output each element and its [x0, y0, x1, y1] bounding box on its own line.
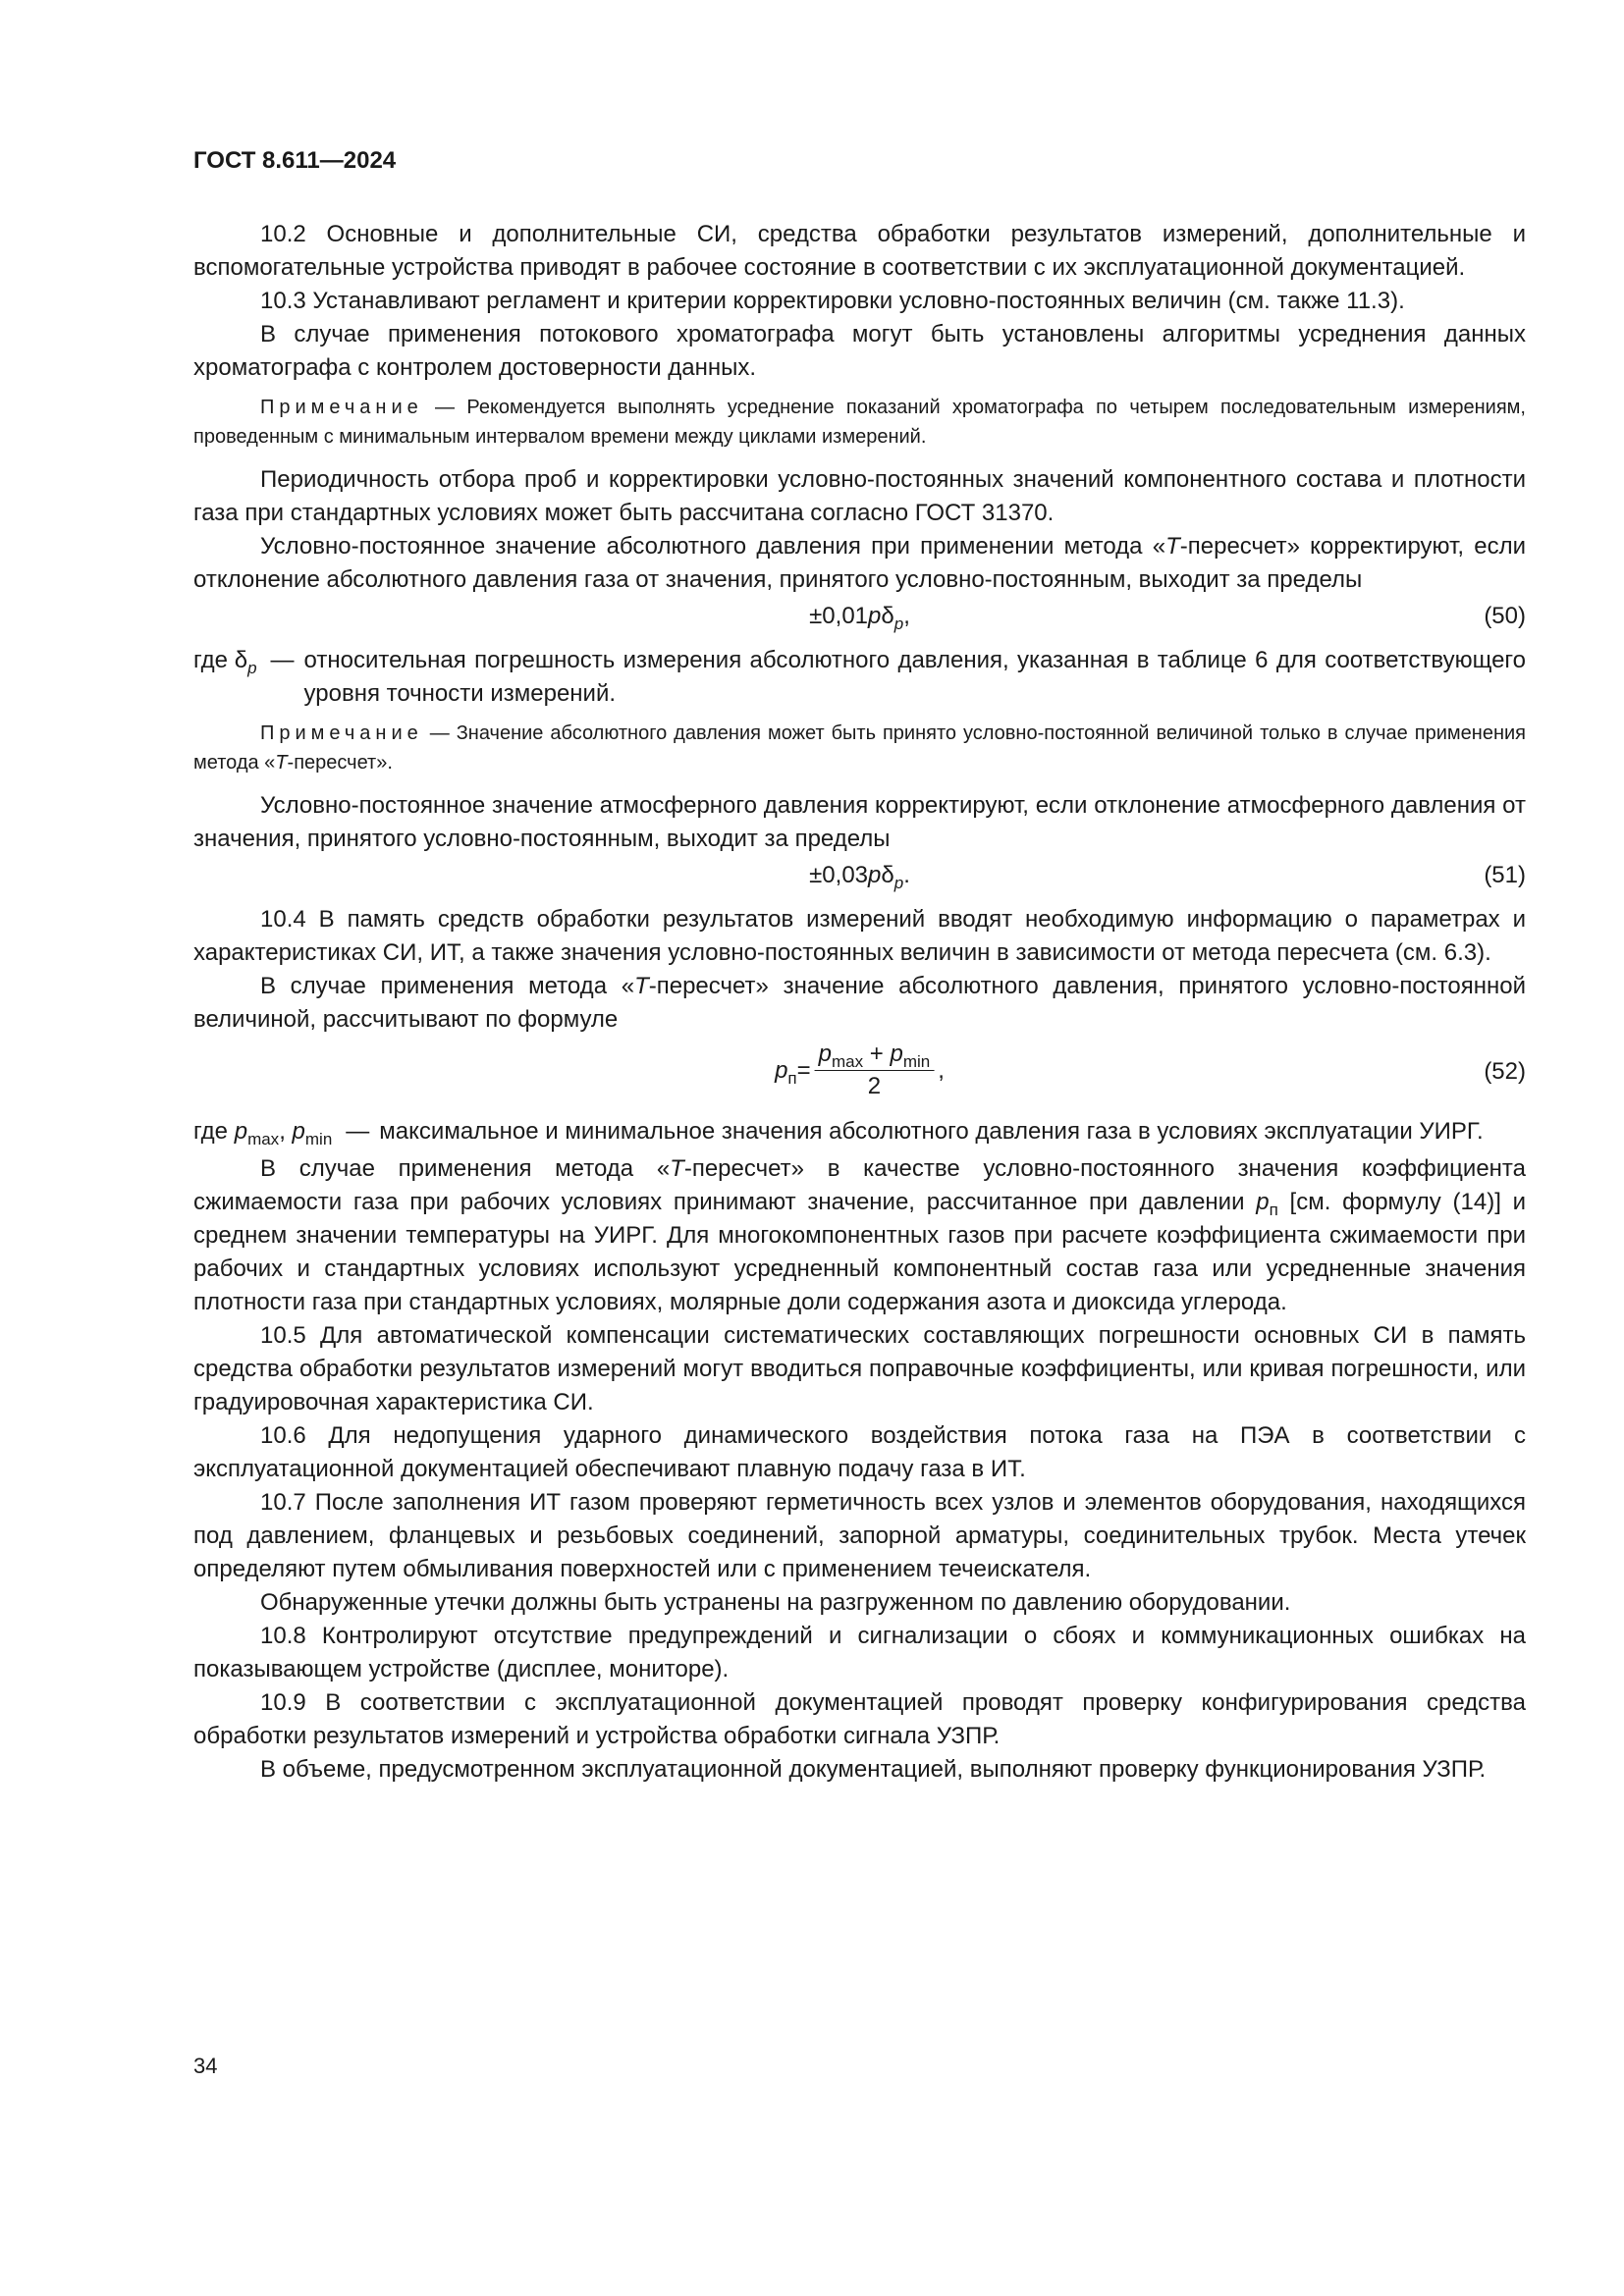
where-label: где $p_{max}$, $p_{min}$ [193, 1118, 333, 1148]
formula-52-number: (52) [1484, 1058, 1526, 1085]
paragraph-abs-pressure: Условно-постоянное значение абсолютного давления при применении метода «Т-пересчет» корректируют, если отклонение абсолютного давления газа от значения, принятого условно-постоянным, выходит за пределы [193, 533, 1526, 593]
formula-51-number: (51) [1484, 862, 1526, 888]
paragraph-leaks: Обнаруженные утечки должны быть устранены на разгруженном по давлению оборудовании. [260, 1589, 1291, 1616]
paragraph-10-8: 10.8 Контролируют отсутствие предупреждений и сигнализации о сбоях и коммуникационных ошибках на показывающем устройстве (дисплее, мониторе). [193, 1623, 1526, 1682]
formula-51 [193, 856, 1526, 903]
formula-50-expression: $\pm 0,01p\delta_p$, [809, 603, 910, 633]
paragraph-atm-pressure: Условно-постоянное значение атмосферного давления корректируют, если отклонение атмосферного давления от значения, принятого условно-постоянным, выходит за пределы [193, 792, 1526, 852]
paragraph-10-2: 10.2 Основные и дополнительные СИ, средства обработки результатов измерений, дополнительные и вспомогательные устройства приводят в рабочее состояние в соответствии с их эксплуатационной документацией. [193, 221, 1526, 281]
paragraph-10-6: 10.6 Для недопущения ударного динамического воздействия потока газа на ПЭА в соответствии с эксплуатационной документацией обеспечивают плавную подачу газа в ИТ. [193, 1422, 1526, 1482]
paragraph-10-5: 10.5 Для автоматической компенсации систематических составляющих погрешности основных СИ в память средства обработки результатов измерений могут вводиться поправочные коэффициенты, или кривая погрешности, или градуировочная характеристика СИ. [193, 1322, 1526, 1415]
where-delta-p-text: относительная погрешность измерения абсолютного давления, указанная в таблице 6 для соответствующего уровня точности измерений. [303, 647, 1526, 707]
page-number: 34 [193, 2054, 218, 2078]
paragraph-compressibility: В случае применения метода «Т-пересчет» в качестве условно-постоянного значения коэффициента сжимаемости газа при рабочих условиях принимают значение, рассчитанное при давлении $p_п$ [см. формулу (14)] и среднем значении температуры на УИРГ. Для многокомпонентных газов при расчете коэффициента сжимаемости при рабочих и стандартных условиях используют усредненный компонентный состав газа или усредненные значения плотности газа при стандартных условиях, молярные доли содержания азота и диоксида углерода. [193, 1155, 1526, 1315]
note-label: Примечание [260, 722, 423, 744]
note-abs-pressure: Примечание — Значение абсолютного давления может быть принято условно-постоянной величиной только в случае применения метода «Т-пересчет». [193, 722, 1526, 774]
note-chromatograph [193, 393, 1526, 452]
formula-52 [193, 1037, 1526, 1115]
paragraph-uzpr-check: В объеме, предусмотренном эксплуатационной документацией, выполняют проверку функционирования УЗПР. [260, 1756, 1487, 1783]
where-delta-p: где $\delta_p$ — относительная погрешность измерения абсолютного давления, указанная в таблице 6 для соответствующего уровня точности измерений. [193, 644, 1526, 711]
note-text: — Рекомендуется выполнять усреднение показаний хроматографа по четырем последовательным измерениям, проведенным с минимальным интервалом времени между циклами измерений. [193, 397, 1526, 448]
note-label: Примечание [260, 397, 423, 418]
where-label: где $\delta_p$ [193, 647, 257, 677]
where-pmax-pmin-text: максимальное и минимальное значения абсолютного давления газа в условиях эксплуатации УИРГ. [379, 1118, 1484, 1145]
formula-52-expression: $p_п$ = $\frac{p_{max} + p_{min}}{2}$ , [775, 1041, 945, 1099]
paragraph-10-7: 10.7 После заполнения ИТ газом проверяют герметичность всех узлов и элементов оборудования, находящихся под давлением, фланцевых и резьбовых соединений, запорной арматуры, соединительных трубок. Места утечек определяют путем обмыливания поверхностей или с применением течеискателя. [193, 1489, 1526, 1582]
paragraph-10-4: 10.4 В память средств обработки результатов измерений вводят необходимую информацию о параметрах и характеристиках СИ, ИТ, а также значения условно-постоянных величин в зависимости от метода пересчета (см. 6.3). [193, 906, 1526, 966]
document-header: ГОСТ 8.611—2024 [193, 147, 397, 174]
formula-51-expression: $\pm 0,03p\delta_p$. [809, 862, 910, 892]
formula-50 [193, 597, 1526, 644]
where-pmax-pmin: где $p_{max}$, $p_{min}$ — максимальное и минимальное значения абсолютного давления газа в условиях эксплуатации УИРГ. [193, 1115, 1526, 1148]
paragraph-10-3: 10.3 Устанавливают регламент и критерии корректировки условно-постоянных величин (см. также 11.3). [260, 288, 1405, 314]
formula-50-number: (50) [1484, 603, 1526, 629]
document-page [193, 147, 1526, 1787]
paragraph-t-recalc: В случае применения метода «Т-пересчет» значение абсолютного давления, принятого условно-постоянной величиной, рассчитывают по формуле [193, 973, 1526, 1033]
paragraph-chromatograph: В случае применения потокового хроматографа могут быть установлены алгоритмы усреднения данных хроматографа с контролем достоверности данных. [193, 321, 1526, 381]
paragraph-10-9: 10.9 В соответствии с эксплуатационной документацией проводят проверку конфигурирования средства обработки результатов измерений и устройства обработки сигнала УЗПР. [193, 1689, 1526, 1749]
paragraph-sampling: Периодичность отбора проб и корректировки условно-постоянных значений компонентного состава и плотности газа при стандартных условиях может быть рассчитана согласно ГОСТ 31370. [193, 466, 1526, 526]
